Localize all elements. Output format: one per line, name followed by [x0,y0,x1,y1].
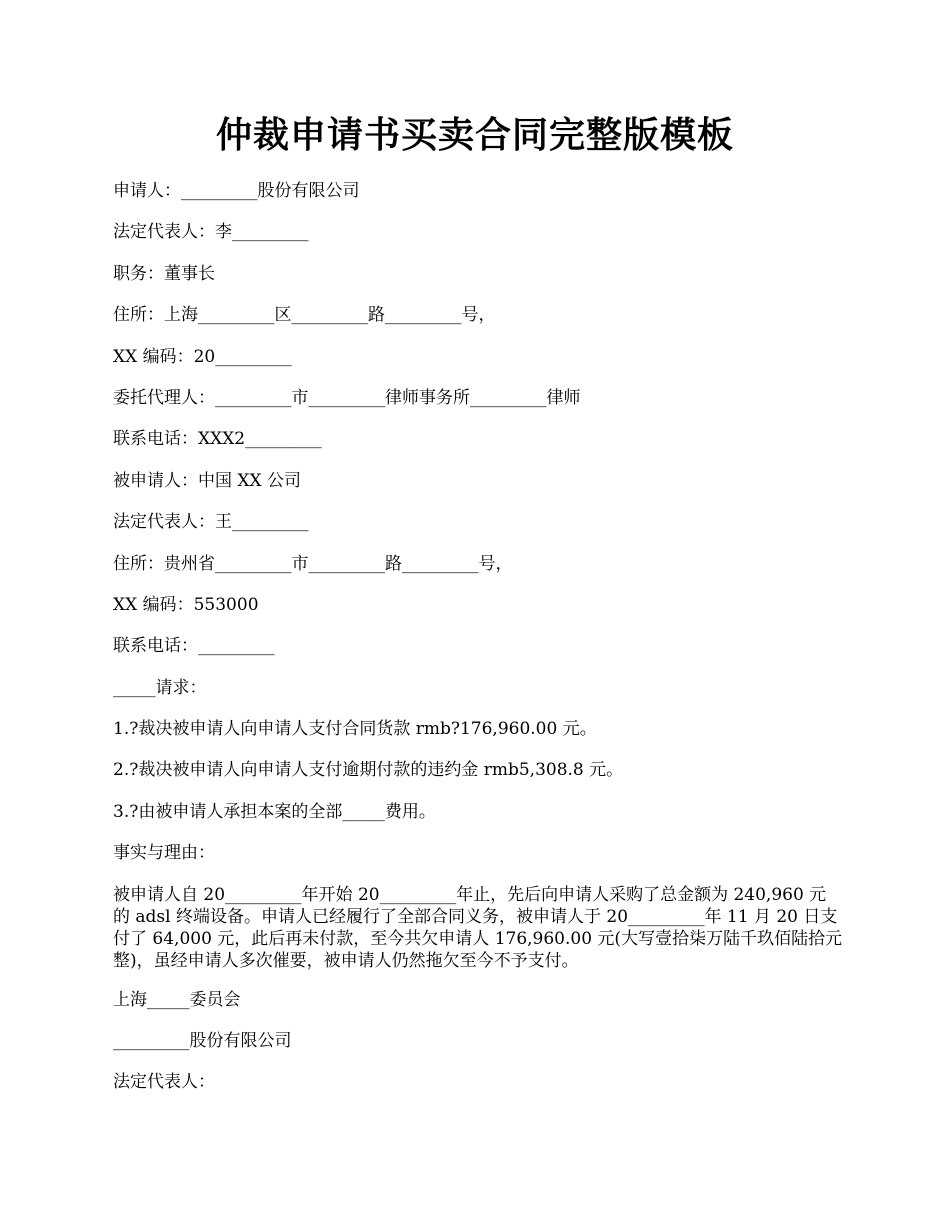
facts-paragraph: 被申请人自 20_________年开始 20_________年止，先后向申请人采购了总金额为 240,960 元的 adsl 终端设备。申请人已经履行了全部合同义务，被申请人于 20_________年 11 月 20 日支付了 64,000 元，此后再未付款，至今共欠申请人 176,960.00 元(大写壹拾柒万陆千玖佰陆拾元整)，虽经申请人多次催要，被申请人仍然拖欠至今不予支付。 [113,884,843,971]
respondent-address-line: 住所：贵州省_________市_________路_________号， [113,553,513,574]
signature-company-line: _________股份有限公司 [113,1031,292,1052]
claim-item-1: 1.?裁决被申请人向申请人支付合同货款 rmb?176,960.00 元。 [113,719,597,740]
respondent-postcode-line: XX 编码：553000 [113,594,259,615]
position-line: 职务：董事长 [113,263,215,284]
committee-line: 上海_____委员会 [113,989,241,1010]
applicant-legal-rep-line: 法定代表人：李_________ [113,222,309,243]
applicant-address-line: 住所：上海_________区_________路_________号， [113,305,496,326]
claim-item-3: 3.?由被申请人承担本案的全部_____费用。 [113,801,436,822]
claim-item-2: 2.?裁决被申请人向申请人支付逾期付款的违约金 rmb5,308.8 元。 [113,760,624,781]
respondent-line: 被申请人：中国 XX 公司 [113,470,302,491]
document-title: 仲裁申请书买卖合同完整版模板 [215,114,734,156]
signature-legal-rep-line: 法定代表人： [113,1072,215,1093]
applicant-phone-line: 联系电话：XXX2_________ [113,429,322,450]
claims-heading: _____请求： [113,677,207,698]
facts-heading: 事实与理由： [113,843,215,864]
respondent-legal-rep-line: 法定代表人：王_________ [113,512,309,533]
respondent-phone-line: 联系电话：_________ [113,636,275,657]
agent-line: 委托代理人：_________市_________律师事务所_________律师 [113,387,581,408]
applicant-line: 申请人：_________股份有限公司 [113,181,360,201]
applicant-postcode-line: XX 编码：20_________ [113,346,292,367]
document-body [113,178,843,1111]
